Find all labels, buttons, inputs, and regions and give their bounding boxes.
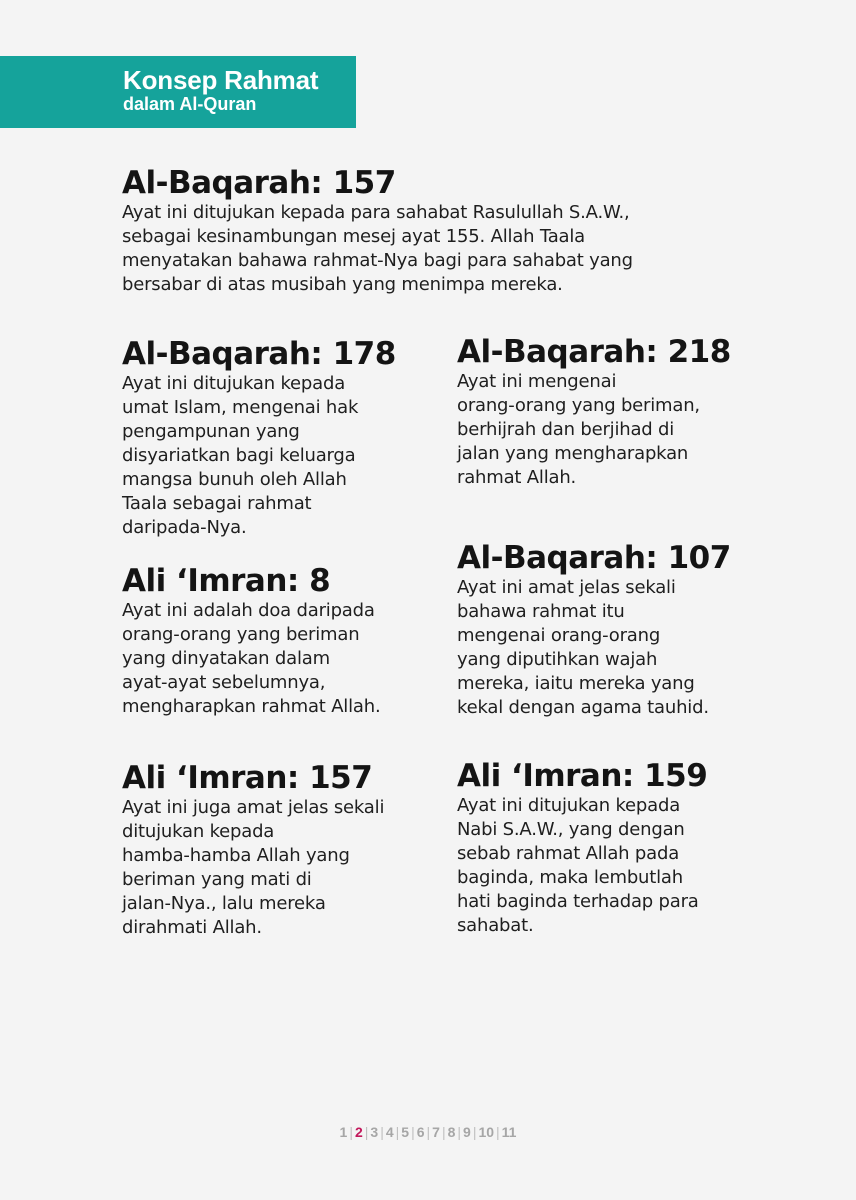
- page-link[interactable]: 11: [501, 1124, 517, 1140]
- page-link[interactable]: 5: [401, 1124, 410, 1140]
- description-line: Nabi S.A.W., yang dengan: [457, 819, 685, 840]
- description-line: sahabat.: [457, 915, 534, 936]
- page-link[interactable]: 10: [478, 1124, 495, 1140]
- description-line: disyariatkan bagi keluarga: [122, 445, 356, 466]
- title-banner: [0, 56, 356, 128]
- verse-heading: Ali ‘Imran: 8: [122, 563, 331, 599]
- verse-entry-ali-imran-8: [122, 563, 422, 719]
- description-line: hamba-hamba Allah yang: [122, 845, 350, 866]
- description-line: hati baginda terhadap para: [457, 891, 699, 912]
- verse-entry-al-baqarah-157: [122, 165, 722, 297]
- page-link[interactable]: 7: [432, 1124, 440, 1140]
- page-separator: |: [349, 1124, 353, 1140]
- verse-heading: Al-Baqarah: 178: [122, 336, 396, 372]
- description-line: jalan yang mengharapkan: [457, 443, 689, 464]
- page-separator: |: [380, 1124, 384, 1140]
- description-line: yang diputihkan wajah: [457, 649, 658, 670]
- verse-heading: Al-Baqarah: 218: [457, 334, 731, 370]
- description-line: Ayat ini ditujukan kepada para sahabat Rasulullah S.A.W.,: [122, 202, 630, 223]
- page-separator: |: [395, 1124, 400, 1140]
- verse-entry-al-baqarah-218: [457, 334, 757, 490]
- page-separator: |: [364, 1124, 369, 1140]
- description-line: menyatakan bahawa rahmat-Nya bagi para sahabat yang: [122, 250, 633, 271]
- verse-description: [457, 576, 757, 720]
- verse-description: [122, 796, 422, 940]
- verse-entry-al-baqarah-107: [457, 540, 757, 720]
- description-line: orang-orang yang beriman: [122, 624, 360, 645]
- page-link[interactable]: 1: [339, 1124, 348, 1140]
- description-line: Ayat ini amat jelas sekali: [457, 577, 676, 598]
- page-separator: |: [411, 1124, 415, 1140]
- page-navigation: [0, 1124, 856, 1140]
- page-link[interactable]: 6: [416, 1124, 425, 1140]
- verse-heading: Al-Baqarah: 107: [457, 540, 731, 576]
- page-link-current[interactable]: 2: [354, 1124, 363, 1140]
- description-line: berhijrah dan berjihad di: [457, 419, 675, 440]
- verse-description: [122, 372, 422, 540]
- description-line: Taala sebagai rahmat: [122, 493, 312, 514]
- page-link[interactable]: 9: [463, 1124, 471, 1140]
- description-line: beriman yang mati di: [122, 869, 312, 890]
- verse-entry-ali-imran-159: [457, 758, 757, 938]
- verse-description: [122, 599, 422, 719]
- description-line: Ayat ini ditujukan kepada: [122, 373, 346, 394]
- description-line: baginda, maka lembutlah: [457, 867, 683, 888]
- description-line: pengampunan yang: [122, 421, 300, 442]
- description-line: Ayat ini juga amat jelas sekali: [122, 797, 385, 818]
- description-line: ditujukan kepada: [122, 821, 275, 842]
- verse-entry-ali-imran-157: [122, 760, 422, 940]
- verse-description: [457, 370, 757, 490]
- description-line: orang-orang yang beriman,: [457, 395, 700, 416]
- verse-heading: Ali ‘Imran: 157: [122, 760, 373, 796]
- page-separator: |: [496, 1124, 500, 1140]
- description-line: jalan-Nya., lalu mereka: [122, 893, 326, 914]
- description-line: mangsa bunuh oleh Allah: [122, 469, 347, 490]
- description-line: sebab rahmat Allah pada: [457, 843, 680, 864]
- description-line: umat Islam, mengenai hak: [122, 397, 359, 418]
- description-line: daripada-Nya.: [122, 517, 247, 538]
- verse-description: [122, 201, 722, 297]
- description-line: yang dinyatakan dalam: [122, 648, 330, 669]
- verse-heading: Ali ‘Imran: 159: [457, 758, 708, 794]
- verse-heading: Al-Baqarah: 157: [122, 165, 396, 201]
- description-line: Ayat ini mengenai: [457, 371, 617, 392]
- description-line: dirahmati Allah.: [122, 917, 262, 938]
- description-line: sebagai kesinambungan mesej ayat 155. Allah Taala: [122, 226, 585, 247]
- description-line: mengenai orang-orang: [457, 625, 661, 646]
- description-line: bahawa rahmat itu: [457, 601, 625, 622]
- page-separator: |: [457, 1124, 462, 1140]
- description-line: Ayat ini ditujukan kepada: [457, 795, 681, 816]
- description-line: ayat-ayat sebelumnya,: [122, 672, 326, 693]
- description-line: Ayat ini adalah doa daripada: [122, 600, 375, 621]
- banner-subtitle: dalam Al-Quran: [123, 94, 257, 114]
- description-line: bersabar di atas musibah yang menimpa mereka.: [122, 274, 563, 295]
- page-separator: |: [426, 1124, 431, 1140]
- description-line: kekal dengan agama tauhid.: [457, 697, 709, 718]
- page-link[interactable]: 3: [370, 1124, 379, 1140]
- page-separator: |: [472, 1124, 477, 1140]
- page-separator: |: [441, 1124, 446, 1140]
- description-line: mereka, iaitu mereka yang: [457, 673, 695, 694]
- verse-entry-al-baqarah-178: [122, 336, 422, 540]
- description-line: mengharapkan rahmat Allah.: [122, 696, 381, 717]
- verse-description: [457, 794, 757, 938]
- description-line: rahmat Allah.: [457, 467, 577, 488]
- page-link[interactable]: 8: [447, 1124, 456, 1140]
- page-link[interactable]: 4: [385, 1124, 394, 1140]
- banner-title: Konsep Rahmat: [123, 65, 319, 95]
